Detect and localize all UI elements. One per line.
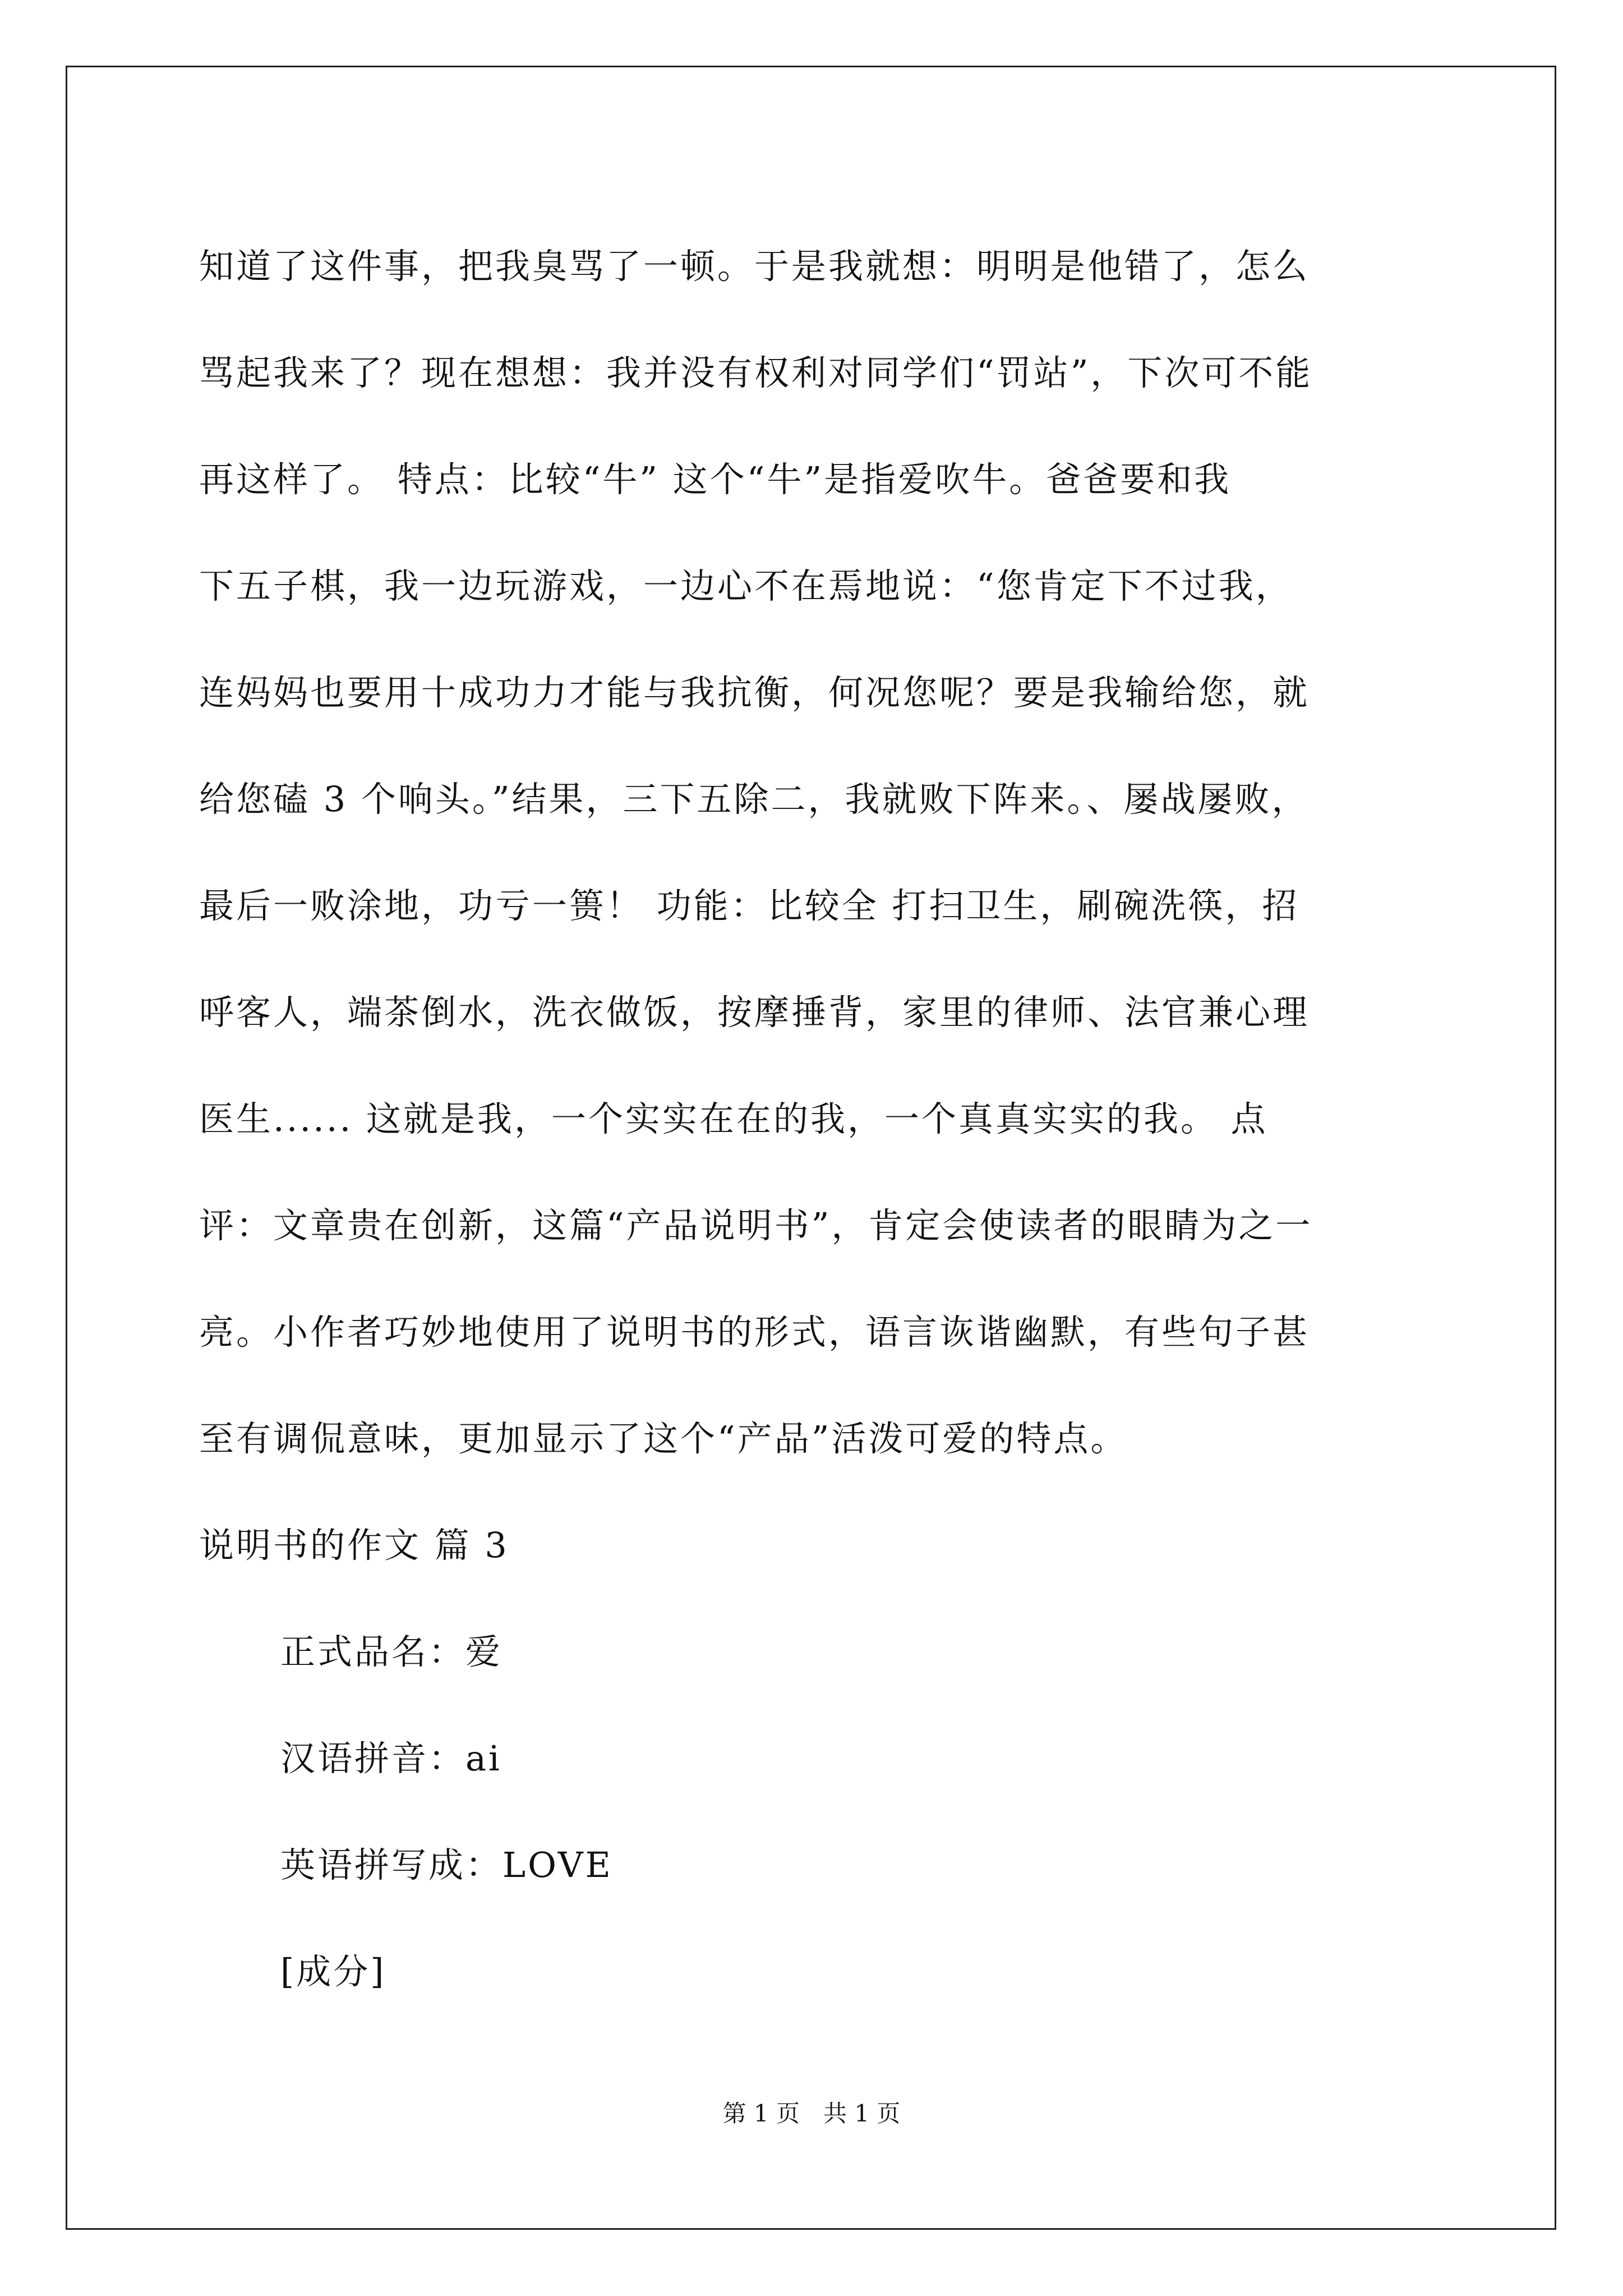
body-line-2: 骂起我来了？现在想想：我并没有权利对同学们“罚站”，下次可不能 [199,352,1313,393]
document-body [199,213,1433,2025]
page-footer: 第 1 页 共 1 页 [722,2100,901,2127]
body-line-12: 至有调侃意味，更加显示了这个“产品”活泼可爱的特点。 [199,1418,1128,1459]
body-line-11: 亮。小作者巧妙地使用了说明书的形式，语言诙谐幽默，有些句子甚 [199,1312,1310,1352]
body-line-4: 下五子棋，我一边玩游戏，一边心不在焉地说：“您肯定下不过我， [199,565,1293,606]
item-ingredients-heading: [成分] [280,1951,386,1992]
item-official-name: 正式品名：爱 [280,1631,503,1672]
body-line-10: 评：文章贵在创新，这篇“产品说明书”，肯定会使读者的眼睛为之一 [199,1205,1313,1246]
body-line-1: 知道了这件事，把我臭骂了一顿。于是我就想：明明是他错了，怎么 [199,246,1310,287]
item-pinyin: 汉语拼音：ai [280,1738,502,1779]
item-english: 英语拼写成：LOVE [280,1844,613,1885]
body-line-9: 医生...... 这就是我，一个实实在在的我，一个真真实实的我。 点 [199,1098,1268,1139]
body-line-6: 给您磕 3 个响头。”结果，三下五除二，我就败下阵来。、屡战屡败， [199,779,1309,820]
body-line-3: 再这样了。 特点：比较“牛” 这个“牛”是指爱吹牛。爸爸要和我 [199,459,1232,500]
body-line-7: 最后一败涂地，功亏一篑！ 功能：比较全 打扫卫生，刷碗洗筷，招 [199,885,1299,926]
body-line-5: 连妈妈也要用十成功力才能与我抗衡，何况您呢？要是我输给您，就 [199,672,1310,713]
section-heading: 说明书的作文 篇 3 [199,1525,509,1566]
body-line-8: 呼客人，端茶倒水，洗衣做饭，按摩捶背，家里的律师、法官兼心理 [199,992,1310,1033]
